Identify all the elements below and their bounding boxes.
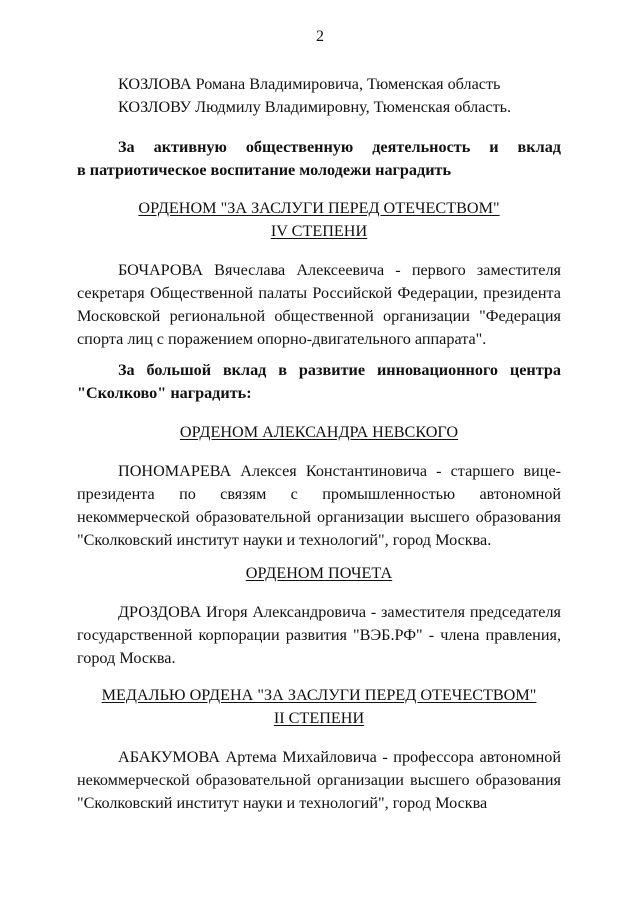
intro-awardees [77, 73, 602, 119]
awardee-line: ДРОЗДОВА Игоря Александровича - заместителя председателя [118, 603, 561, 621]
award-title-line: ОРДЕНОМ "ЗА ЗАСЛУГИ ПЕРЕД ОТЕЧЕСТВОМ" [138, 199, 500, 217]
award-title-line: ОРДЕНОМ ПОЧЕТА [245, 564, 393, 582]
section1-award-title [77, 197, 561, 243]
awardee-line: КОЗЛОВУ Людмилу Владимировну, Тюменская область. [118, 98, 512, 116]
section1-heading [77, 136, 561, 182]
heading-line: в патриотическое воспитание молодежи наградить [77, 161, 452, 179]
awardee-line: президента по связям с промышленностью автономной [77, 485, 561, 503]
awardee-line: КОЗЛОВА Романа Владимировича, Тюменская область [118, 75, 501, 93]
award-medal-awardee [77, 746, 561, 815]
awardee-line: Московской региональной общественной организации "Федерация [77, 307, 561, 325]
awardee-line: секретаря Общественной палаты Российской Федерации, президента [77, 284, 561, 302]
award-nevsky-awardee [77, 460, 561, 552]
award-title-line: МЕДАЛЬЮ ОРДЕНА "ЗА ЗАСЛУГИ ПЕРЕД ОТЕЧЕСТВОМ" [101, 686, 537, 704]
heading-line: "Сколково" наградить: [77, 384, 252, 402]
awardee-line: "Сколковский институт науки и технологий", город Москва [77, 794, 488, 812]
awardee-line: некоммерческой образовательной организации высшего образования [77, 508, 561, 526]
award-honour-awardee [77, 601, 561, 670]
award-medal-title [77, 684, 561, 730]
awardee-line: город Москва. [77, 649, 176, 667]
section1-awardee [77, 259, 561, 351]
awardee-line: спорта лиц с поражением опорно-двигательного аппарата". [77, 330, 487, 348]
awardee-line: АБАКУМОВА Артема Михайловича - профессора автономной [118, 748, 561, 766]
awardee-line: БОЧАРОВА Вячеслава Алексеевича - первого заместителя [118, 261, 561, 279]
awardee-line: "Сколковский институт науки и технологий", город Москва. [77, 531, 492, 549]
page-number: 2 [316, 28, 324, 45]
award-title-line: II СТЕПЕНИ [273, 709, 365, 727]
heading-line: За большой вклад в развитие инновационного центра [118, 361, 561, 379]
awardee-line: государственной корпорации развития "ВЭБ.РФ" - члена правления, [77, 626, 561, 644]
heading-line: За активную общественную деятельность и вклад [118, 138, 561, 156]
awardee-line: некоммерческой образовательной организации высшего образования [77, 771, 561, 789]
award-nevsky-title [77, 421, 561, 444]
section2-heading [77, 359, 561, 405]
award-title-line: ОРДЕНОМ АЛЕКСАНДРА НЕВСКОГО [179, 423, 459, 441]
award-title-line: IV СТЕПЕНИ [270, 222, 368, 240]
award-honour-title [77, 562, 561, 585]
awardee-line: ПОНОМАРЕВА Алексея Константиновича - старшего вице- [118, 462, 561, 480]
